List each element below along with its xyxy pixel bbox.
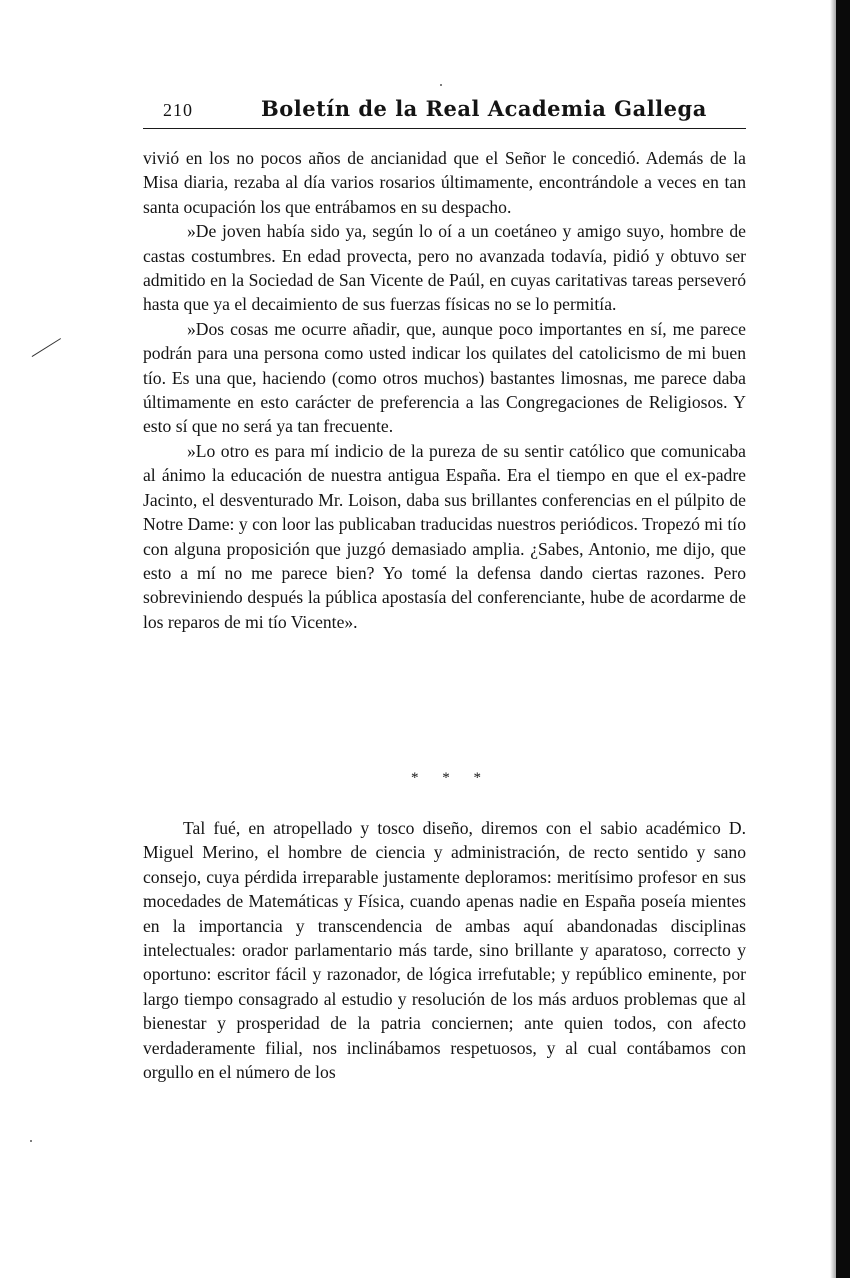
paragraph: »Dos cosas me ocurre añadir, que, aunque poco importantes en sí, me parece podrán para una persona como usted indicar los quilates del catolicismo de mi buen tío. Es una que, haciendo (como otros muchos) bastantes limosnas, me parece daba últimamente en esto carácter de preferencia a las Congregaciones de Religiosos. Y esto sí que no será ya tan frecuente. (143, 318, 746, 437)
paragraph: vivió en los no pocos años de ancianidad que el Señor le concedió. Además de la Misa diaria, rezaba al día varios rosarios últimamente, encontrándole a veces en tan santa ocupación los que entrábamos en su despacho. (143, 148, 746, 217)
margin-pencil-mark (32, 338, 62, 357)
paragraph: Tal fué, en atropellado y tosco diseño, diremos con el sabio académico D. Miguel Merino, el hombre de ciencia y administración, de recto sentido y sano consejo, cuya pérdida irreparable justamente deploramos: meritísimo profesor en sus mocedades de Matemáticas y Física, cuando apenas nadie en España poseía mientes en la importancia y transcendencia de ambas aquí abandonadas disciplinas intelectuales: orador parlamentario más tarde, sino brillante y aparatoso, correcto y oportuno: escritor fácil y razonador, de lógica irrefutable; y repúblico eminente, por largo tiempo consagrado al estudio y resolución de los más arduos problemas que al bienestar y prosperidad de la patria conciernen; ante quien todos, con afecto verdaderamente filial, nos inclinábamos respetuosos, y al cual contábamos con orgullo en el número de los (143, 818, 746, 1083)
paragraph: »Lo otro es para mí indicio de la pureza de su sentir católico que comunicaba al ánimo la educación de nuestra antigua España. Era el tiempo en que el ex-padre Jacinto, el desventurado Mr. Loison, daba sus brillantes conferencias en el púlpito de Notre Dame: y con loor las publicaban traducidas nuestros periódicos. Tropezó mi tío con alguna proposición que juzgó demasiado amplia. ¿Sabes, Antonio, me dijo, que esto a mí no me parece bien? Yo tomé la defensa dando ciertas razones. Pero sobreviniendo después la pública apostasía del conferenciante, hube de acordarme de los reparos de mi tío Vicente». (143, 440, 746, 632)
section-separator: * * * (411, 770, 491, 786)
running-header (143, 96, 746, 129)
speck (440, 84, 442, 86)
speck (30, 1140, 32, 1142)
text-block-bottom (143, 816, 746, 1084)
text-block-top (143, 146, 746, 634)
running-title: Boletín de la Real Academia Gallega (261, 96, 707, 121)
page-edge-binding (836, 0, 850, 1278)
page-number: 210 (163, 100, 193, 120)
paragraph: »De joven había sido ya, según lo oí a un coetáneo y amigo suyo, hombre de castas costumbres. En edad provecta, pero no avanzada todavía, pidió y obtuvo ser admitido en la Sociedad de San Vicente de Paúl, en cuyas caritativas tareas perseveró hasta que ya el decaimiento de sus fuerzas físicas no se lo permitía. (143, 221, 746, 315)
